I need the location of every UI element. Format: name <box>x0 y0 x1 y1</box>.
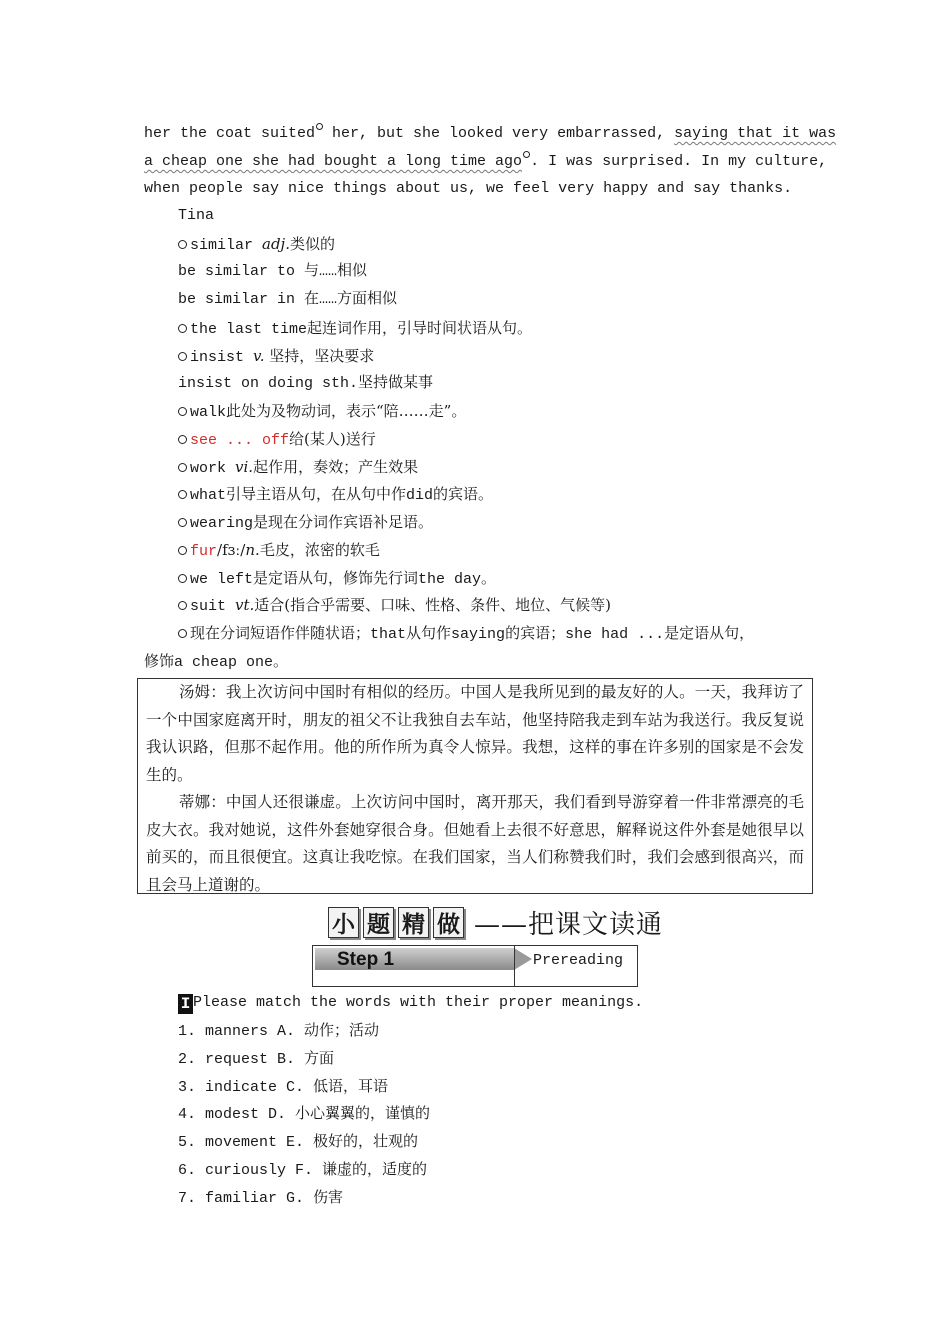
note-meaning: 类似的 <box>289 235 335 253</box>
passage-text: . I was surprised. In my culture, <box>530 153 828 170</box>
note-marker-icon <box>523 151 530 158</box>
note-meaning: 。 <box>273 652 289 670</box>
note-meaning: 起作用，奏效；产生效果 <box>253 458 419 476</box>
note-pos: vi. <box>235 458 254 476</box>
translation-tom: 汤姆：我上次访问中国时有相似的经历。中国人是我所见到的最友好的人。一天，我拜访了一个中国家庭离开时，朋友的祖父不让我独自去车站，他坚持陪我走到车站为我送行。我反复说我认识路，但那不起作用。他的所作所为真令人惊异。我想，这样的事在许多别的国家是不会发生的。 <box>146 683 804 784</box>
note-14 <box>178 595 611 617</box>
exercise-instruction-line <box>178 993 643 1014</box>
passage-signature: Tina <box>178 207 215 224</box>
note-15 <box>178 623 754 645</box>
note-meaning: 是定语从句， <box>664 624 755 642</box>
note-3: be similar in 在……方面相似 <box>178 291 398 308</box>
note-phonetic: /fɜː/ <box>217 541 246 559</box>
note-5 <box>178 346 374 368</box>
note-term: she had ... <box>565 626 665 643</box>
exercise-item: 4. modest D. 小心翼翼的，谨慎的 <box>178 1106 431 1123</box>
note-13 <box>178 568 496 590</box>
note-8 <box>178 429 376 451</box>
passage-text: her the coat suited <box>144 125 316 142</box>
exercise-item: 3. indicate C. 低语，耳语 <box>178 1079 389 1096</box>
note-circle-icon <box>178 324 187 333</box>
note-meaning: 毛皮，浓密的软毛 <box>259 541 380 559</box>
note-term: a cheap one <box>174 654 274 671</box>
note-7 <box>178 401 466 423</box>
note-term: the last time <box>190 321 308 338</box>
exercise-item: 2. request B. 方面 <box>178 1051 335 1068</box>
note-2: be similar to 与……相似 <box>178 263 368 280</box>
note-term: walk <box>190 404 227 421</box>
exercise-item: 1. manners A. 动作；活动 <box>178 1023 380 1040</box>
step-banner <box>312 945 638 987</box>
note-12 <box>178 540 380 562</box>
exercise-item: 5. movement E. 极好的，壮观的 <box>178 1134 419 1151</box>
note-meaning: 适合(指合乎需要、口味、性格、条件、地位、气候等) <box>254 596 612 614</box>
passage-line-2 <box>144 151 827 172</box>
note-circle-icon <box>178 352 187 361</box>
note-pos: v. <box>253 347 265 365</box>
exercise-item: 6. curiously F. 谦虚的，适度的 <box>178 1162 428 1179</box>
roman-numeral-badge: I <box>178 994 193 1014</box>
step-tab <box>315 948 514 970</box>
note-meaning: 现在分词短语作伴随状语； <box>190 624 371 642</box>
note-circle-icon <box>178 518 187 527</box>
passage-underlined-text: saying that it was <box>674 125 837 142</box>
note-term: wearing <box>190 515 254 532</box>
note-term: insist <box>190 349 254 366</box>
note-circle-icon <box>178 574 187 583</box>
note-meaning: 。 <box>481 569 497 587</box>
note-term: we left <box>190 571 254 588</box>
note-term: the day <box>418 571 482 588</box>
note-circle-icon <box>178 463 187 472</box>
note-meaning: 此处为及物动词，表示“陪……走”。 <box>226 402 467 420</box>
note-meaning: 起连词作用，引导时间状语从句。 <box>307 319 533 337</box>
note-term: see ... off <box>190 432 290 449</box>
note-pos: adj. <box>262 235 290 253</box>
passage-text: her, but she looked very embarrassed, <box>323 125 675 142</box>
section-title-char: 小 <box>328 907 359 938</box>
note-circle-icon <box>178 435 187 444</box>
section-title-char: 题 <box>363 907 394 938</box>
note-term: fur <box>190 543 218 560</box>
note-marker-icon <box>316 123 323 130</box>
exercise-instruction: Please match the words with their proper meanings. <box>193 994 644 1011</box>
note-circle-icon <box>178 407 187 416</box>
note-6: insist on doing sth.坚持做某事 <box>178 375 434 392</box>
step-divider <box>514 946 515 986</box>
note-1 <box>178 234 335 256</box>
passage-line-3: when people say nice things about us, we feel very happy and say thanks. <box>144 180 793 197</box>
note-meaning: 引导主语从句，在从句中作 <box>226 485 407 503</box>
passage-underlined-text: a cheap one she had bought a long time ago <box>144 153 523 170</box>
section-title <box>328 904 663 940</box>
note-pos: n. <box>245 541 260 559</box>
step-label: Step 1 <box>337 949 395 970</box>
note-4 <box>178 318 532 340</box>
note-meaning: 的宾语； <box>505 624 566 642</box>
note-term: saying <box>451 626 506 643</box>
note-term: similar <box>190 237 263 254</box>
note-meaning: 修饰 <box>144 652 175 670</box>
section-title-char: 精 <box>398 907 429 938</box>
note-circle-icon <box>178 240 187 249</box>
note-circle-icon <box>178 629 187 638</box>
note-meaning: 给(某人)送行 <box>289 430 376 448</box>
note-term: suit <box>190 598 236 615</box>
note-circle-icon <box>178 601 187 610</box>
note-16 <box>144 651 288 673</box>
note-meaning: 坚持，坚决要求 <box>264 347 375 365</box>
note-meaning: 的宾语。 <box>433 485 494 503</box>
note-circle-icon <box>178 490 187 499</box>
note-circle-icon <box>178 546 187 555</box>
section-subtitle: ——把课文读通 <box>474 909 664 940</box>
step-text: Prereading <box>533 952 624 969</box>
note-meaning: 从句作 <box>406 624 452 642</box>
translation-tina: 蒂娜：中国人还很谦虚。上次访问中国时，离开那天，我们看到导游穿着一件非常漂亮的毛皮大衣。我对她说，这件外套她穿很合身。但她看上去很不好意思，解释说这件外套是她很早以前买的，而且很便宜。这真让我吃惊。在我们国家，当人们称赞我们时，我们会感到很高兴，而且会马上道谢的。 <box>146 793 804 894</box>
note-pos: vt. <box>235 596 255 614</box>
note-term: that <box>370 626 407 643</box>
translation-box <box>137 678 813 894</box>
section-title-char: 做 <box>433 907 464 938</box>
note-10 <box>178 484 493 506</box>
note-term: did <box>406 487 434 504</box>
note-9 <box>178 457 418 479</box>
note-11 <box>178 512 433 534</box>
note-term: what <box>190 487 227 504</box>
note-meaning: 是定语从句，修饰先行词 <box>253 569 419 587</box>
note-term: work <box>190 460 236 477</box>
passage-line-1 <box>144 123 836 144</box>
exercise-item: 7. familiar G. 伤害 <box>178 1190 344 1207</box>
note-meaning: 是现在分词作宾语补足语。 <box>253 513 434 531</box>
